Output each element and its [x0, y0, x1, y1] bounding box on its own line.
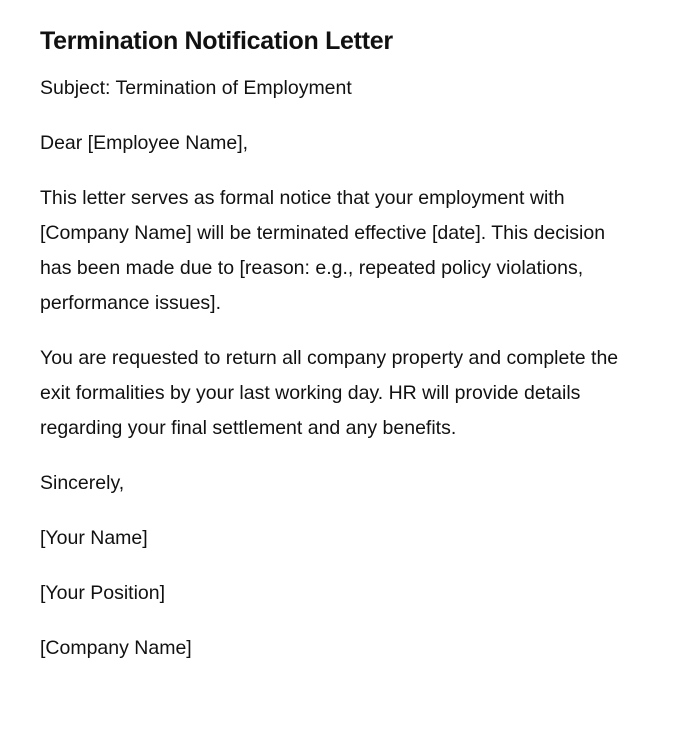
signature-company: [Company Name]: [40, 637, 192, 659]
closing: Sincerely,: [40, 472, 125, 494]
salutation: Dear [Employee Name],: [40, 132, 249, 154]
document-title: Termination Notification Letter: [40, 27, 393, 55]
body-paragraph-notice: This letter serves as formal notice that your employment with [Company Name] will be terminated effective [date]. This decision has been made due to [reason: e.g., repeated policy violations, performance issues].: [40, 187, 606, 314]
subject-line: Subject: Termination of Employment: [40, 77, 352, 99]
body-paragraph-instructions: You are requested to return all company property and complete the exit formalities by your last working day. HR will provide details regarding your final settlement and any benefits.: [40, 347, 619, 439]
signature-name: [Your Name]: [40, 527, 148, 549]
signature-position: [Your Position]: [40, 582, 166, 604]
